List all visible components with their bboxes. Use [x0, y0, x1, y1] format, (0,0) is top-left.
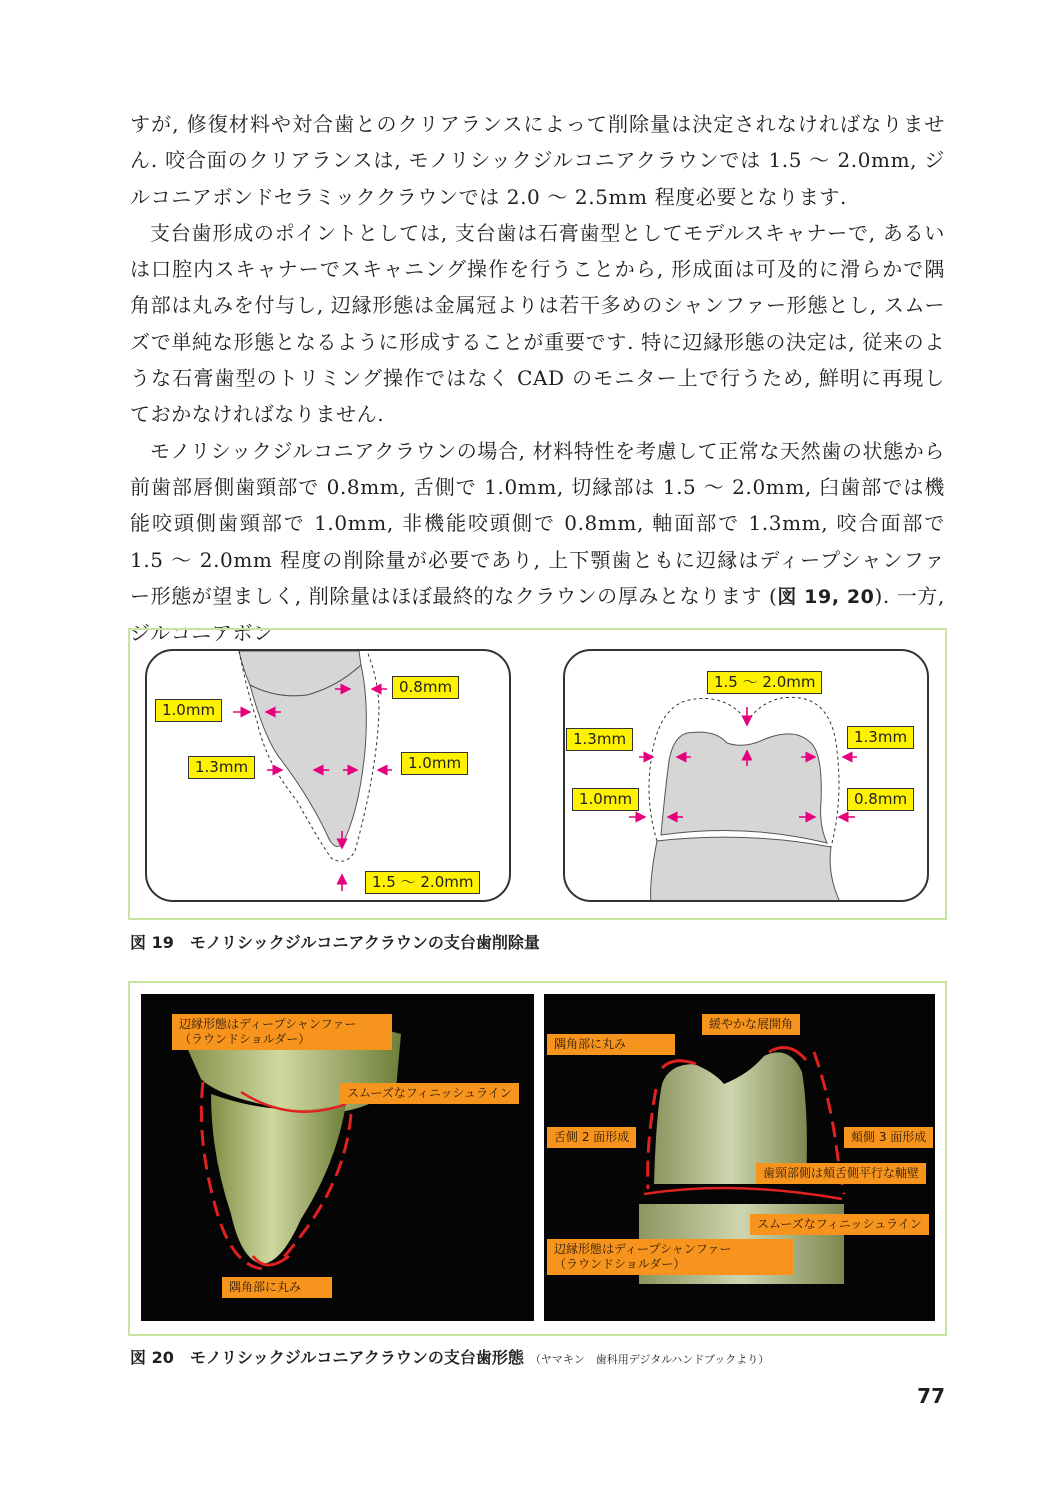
label-right-lingual: 舌側 2 面形成 — [547, 1127, 636, 1148]
label-left-finish-line: スムーズなフィニッシュライン — [340, 1083, 519, 1104]
label-anterior-labial-cervical: 0.8mm — [392, 676, 459, 699]
paragraph-3-text: モノリシックジルコニアクラウンの場合, 材料特性を考慮して正常な天然歯の状態から前歯部唇側歯頸部で 0.8mm, 舌側で 1.0mm, 切縁部は 1.5 ～ 2.0mm, 臼歯部では機能咬頭側歯頸部で 1.0mm, 非機能咬頭側で 0.8mm, 軸面部で 1.3mm, 咬合面部で 1.5 ～ 2.0mm 程度の削除量が必要であり, 上下顎歯ともに辺縁はディープシャンファー形態が望ましく, 削除量はほぼ最終的なクラウンの厚みとなります ( — [130, 438, 945, 608]
paragraph-3 — [130, 433, 945, 652]
label-left-rounded-corner: 隅角部に丸み — [222, 1277, 332, 1298]
label-right-taper: 緩やかな展開角 — [702, 1014, 800, 1035]
paragraph-3-text-end: ). 一方, ジルコニアボン — [130, 583, 945, 646]
paragraph-1 — [130, 106, 945, 215]
label-left-margin-form-line2: （ラウンドショルダー） — [179, 1032, 311, 1046]
figure-20-caption — [130, 1345, 769, 1368]
label-posterior-occlusal: 1.5 ～ 2.0mm — [707, 671, 822, 694]
label-right-margin-form — [547, 1239, 793, 1275]
label-anterior-lingual-axial: 1.3mm — [188, 756, 255, 779]
page-number: 77 — [917, 1384, 945, 1408]
paragraph-2-text: 支台歯形成のポイントとしては, 支台歯は石膏歯型としてモデルスキャナーで, あるいは口腔内スキャナーでスキャニング操作を行うことから, 形成面は可及的に滑らかで隅角部は丸みを付与し, 辺縁形態は金属冠よりは若干多めのシャンファー形態とし, スムーズで単純な形態となるように形成することが重要です. 特に辺縁形態の決定は, 従来のような石膏歯型のトリミング操作ではなく CAD のモニター上で行うため, 鮮明に再現しておかなければなりません. — [130, 220, 945, 427]
right-finish-line — [644, 1188, 842, 1199]
label-left-margin-form — [172, 1014, 392, 1050]
figure-20-caption-source: （ヤマキン 歯科用デジタルハンドブックより） — [529, 1353, 770, 1366]
label-right-margin-form-line2: （ラウンドショルダー） — [554, 1257, 686, 1271]
posterior-root — [651, 837, 841, 902]
label-right-finish-line: スムーズなフィニッシュライン — [750, 1214, 929, 1235]
label-right-rounded-corner: 隅角部に丸み — [547, 1034, 675, 1055]
label-posterior-cervical-left: 1.0mm — [572, 788, 639, 811]
label-right-margin-form-line1: 辺縁形態はディープシャンファー — [554, 1242, 732, 1256]
label-right-buccal: 頬側 3 面形成 — [844, 1127, 933, 1148]
label-anterior-labial-axial: 1.0mm — [401, 752, 468, 775]
posterior-prepared-abutment — [661, 732, 827, 843]
body-text — [130, 106, 945, 651]
paragraph-2 — [130, 215, 945, 433]
label-posterior-axial-left: 1.3mm — [566, 728, 633, 751]
label-anterior-lingual-cervical: 1.0mm — [155, 699, 222, 722]
label-right-cervical: 歯頸部側は頬舌側平行な軸壁 — [756, 1163, 926, 1184]
figure-reference: 図 19, 20 — [777, 585, 875, 608]
paragraph-1-text: すが, 修復材料や対合歯とのクリアランスによって削除量は決定されなければなりません. 咬合面のクリアランスは, モノリシックジルコニアクラウンでは 1.5 ～ 2.0mm, ジルコニアボンドセラミッククラウンでは 2.0 ～ 2.5mm 程度必要となります. — [130, 112, 945, 209]
figure-19-caption: 図 19 モノリシックジルコニアクラウンの支台歯削除量 — [130, 933, 540, 952]
anterior-abutment-body — [211, 1094, 346, 1264]
label-left-margin-form-line1: 辺縁形態はディープシャンファー — [179, 1017, 357, 1031]
figure-20-caption-title: 図 20 モノリシックジルコニアクラウンの支台歯形態 — [130, 1348, 524, 1367]
label-posterior-cervical-right: 0.8mm — [847, 788, 914, 811]
label-posterior-axial-right: 1.3mm — [847, 726, 914, 749]
label-anterior-incisal: 1.5 ～ 2.0mm — [365, 871, 480, 894]
